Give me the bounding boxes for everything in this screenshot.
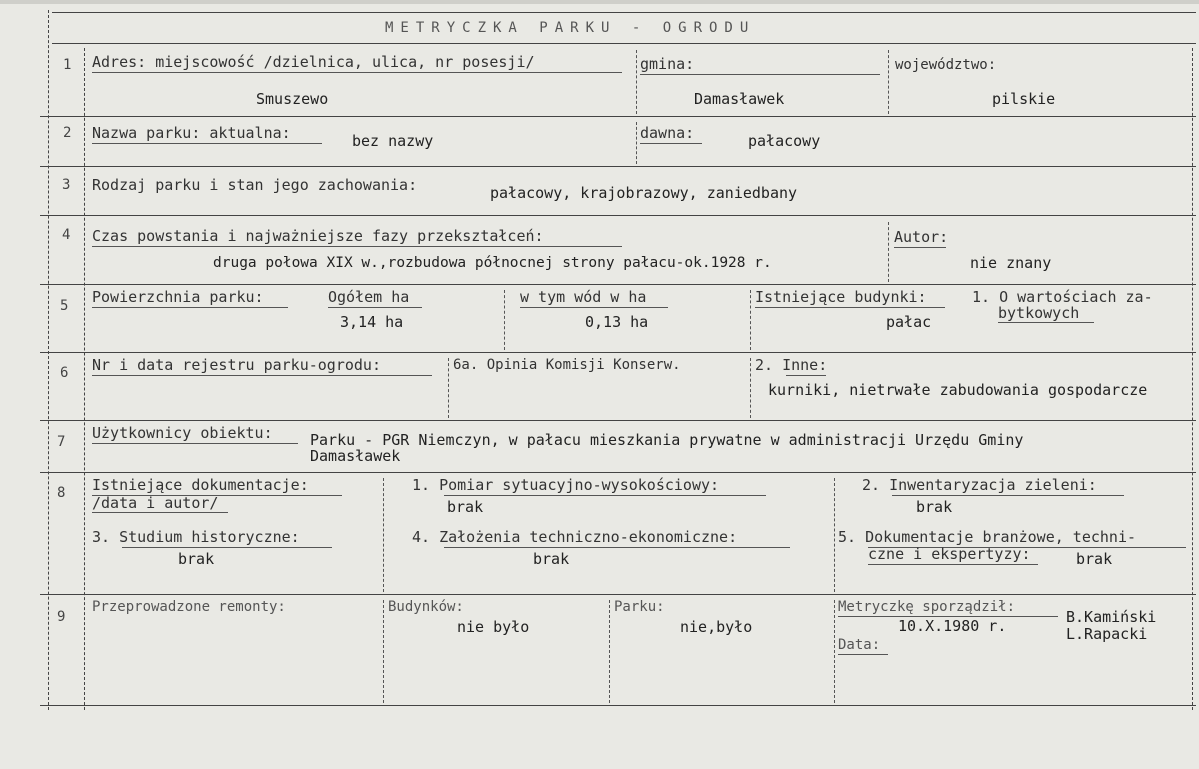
buildings-underline xyxy=(755,307,945,308)
buildings-sub1: 1. O wartościach za- xyxy=(972,288,1153,306)
author-underline xyxy=(894,247,946,248)
number-column-line xyxy=(84,48,85,710)
col-line-r1b xyxy=(888,50,889,114)
rule-title-bottom xyxy=(52,43,1196,44)
former-name-underline xyxy=(640,143,702,144)
locality-value: Smuszewo xyxy=(256,90,329,108)
col-line-r6b xyxy=(750,358,751,418)
area-total-value: 3,14 ha xyxy=(340,313,404,331)
rule-row9 xyxy=(40,705,1196,706)
buildings-repair-value: nie było xyxy=(457,618,530,636)
buildings-value: pałac xyxy=(886,313,932,331)
rule-row5 xyxy=(40,352,1196,353)
date-underline xyxy=(838,654,888,655)
col-line-r4 xyxy=(888,222,889,282)
prepared-name2: L.Rapacki xyxy=(1066,625,1148,643)
former-name-label: dawna: xyxy=(640,124,695,142)
park-name-underline xyxy=(92,143,322,144)
voivodeship-label: województwo: xyxy=(895,57,997,73)
area-total-underline xyxy=(328,307,422,308)
rule-row4 xyxy=(40,284,1196,285)
area-underline xyxy=(92,307,288,308)
gmina-underline xyxy=(640,74,880,75)
branch-docs-label2: czne i ekspertyzy: xyxy=(868,545,1031,563)
users-line2: Damasławek xyxy=(310,447,401,465)
author-label: Autor: xyxy=(894,228,949,246)
col-line-r5b xyxy=(750,290,751,350)
col-line-r2 xyxy=(636,122,637,164)
col-line-r9b xyxy=(609,600,610,703)
rule-row1 xyxy=(40,116,1196,117)
tech-econ-underline xyxy=(444,547,790,548)
col-line-r6a xyxy=(448,358,449,418)
park-type-label: Rodzaj parku i stan jego zachowania: xyxy=(92,176,418,194)
park-repair-label: Parku: xyxy=(614,599,665,615)
col-line-r5a xyxy=(504,290,505,350)
docs-label: Istniejące dokumentacje: xyxy=(92,476,309,494)
voivodeship-value: pilskie xyxy=(992,90,1056,108)
row4-number: 4 xyxy=(62,227,71,243)
origin-value: druga połowa XIX w.,rozbudowa północnej strony pałacu-ok.1928 r. xyxy=(213,255,772,271)
register-underline xyxy=(92,375,432,376)
park-name-current: bez nazwy xyxy=(352,132,434,150)
former-name-value: pałacowy xyxy=(748,132,821,150)
other-underline xyxy=(786,375,826,376)
greenery-underline xyxy=(892,495,1124,496)
prepared-date: 10.X.1980 r. xyxy=(898,617,1007,635)
row8-number: 8 xyxy=(57,485,66,501)
row7-number: 7 xyxy=(57,434,66,450)
rule-row8 xyxy=(40,594,1196,595)
users-underline xyxy=(92,443,298,444)
left-margin-line xyxy=(48,10,49,710)
author-value: nie znany xyxy=(970,254,1052,272)
origin-label: Czas powstania i najważniejsze fazy przekształceń: xyxy=(92,227,544,245)
col-line-r8a xyxy=(383,478,384,592)
area-total-label: Ogółem ha xyxy=(328,288,410,306)
buildings-repair-label: Budynków: xyxy=(388,599,464,615)
other-label: 2. Inne: xyxy=(755,356,828,374)
origin-underline xyxy=(92,246,622,247)
rule-row7 xyxy=(40,472,1196,473)
survey-value: brak xyxy=(447,498,484,516)
prepared-name1: B.Kamiński xyxy=(1066,608,1157,626)
opinion-label: 6a. Opinia Komisji Konserw. xyxy=(453,357,681,373)
branch-docs-underline2 xyxy=(868,564,1038,565)
address-underline xyxy=(92,72,622,73)
branch-docs-value: brak xyxy=(1076,550,1113,568)
row3-number: 3 xyxy=(62,177,71,193)
water-area-value: 0,13 ha xyxy=(585,313,649,331)
branch-docs-label1: 5. Dokumentacje branżowe, techni- xyxy=(838,528,1137,546)
date-label: Data: xyxy=(838,637,881,653)
repairs-label: Przeprowadzone remonty: xyxy=(92,599,286,615)
water-area-label: w tym wód w ha xyxy=(520,288,647,306)
docs-sublabel: /data i autor/ xyxy=(92,494,219,512)
col-line-r1a xyxy=(636,50,637,114)
water-area-underline xyxy=(520,307,668,308)
users-line1: Parku - PGR Niemczyn, w pałacu mieszkania prywatne w administracji Urzędu Gminy xyxy=(310,431,1024,449)
address-label: Adres: miejscowość /dzielnica, ulica, nr posesji/ xyxy=(92,53,535,71)
history-underline xyxy=(122,547,332,548)
tech-econ-label: 4. Założenia techniczno-ekonomiczne: xyxy=(412,528,738,546)
docs-sub-underline xyxy=(92,512,228,513)
survey-underline xyxy=(444,495,766,496)
area-label: Powierzchnia parku: xyxy=(92,288,264,306)
history-label: 3. Studium historyczne: xyxy=(92,528,300,546)
survey-label: 1. Pomiar sytuacyjno-wysokościowy: xyxy=(412,476,720,494)
park-type-value: pałacowy, krajobrazowy, zaniedbany xyxy=(490,184,798,202)
register-label: Nr i data rejestru parku-ogrodu: xyxy=(92,356,381,374)
history-value: brak xyxy=(178,550,215,568)
buildings-sub-underline xyxy=(998,322,1094,323)
row1-number: 1 xyxy=(63,57,72,73)
rule-row2 xyxy=(40,166,1196,167)
document-title: METRYCZKA PARKU - OGRODU xyxy=(385,20,756,36)
col-line-r8b xyxy=(834,478,835,592)
col-line-r9a xyxy=(383,600,384,703)
park-name-label: Nazwa parku: aktualna: xyxy=(92,124,291,142)
row5-number: 5 xyxy=(60,298,69,314)
users-label: Użytkownicy obiektu: xyxy=(92,424,273,442)
tech-econ-value: brak xyxy=(533,550,570,568)
greenery-value: brak xyxy=(916,498,953,516)
gmina-label: gmina: xyxy=(640,55,695,73)
gmina-value: Damasławek xyxy=(694,90,785,108)
col-line-r9c xyxy=(834,600,835,703)
buildings-label: Istniejące budynki: xyxy=(755,288,927,306)
other-value: kurniki, nietrwałe zabudowania gospodarcze xyxy=(768,381,1148,399)
prepared-by-label: Metryczkę sporządził: xyxy=(838,599,1016,615)
greenery-label: 2. Inwentaryzacja zieleni: xyxy=(862,476,1097,494)
row6-number: 6 xyxy=(60,365,69,381)
buildings-sub2: bytkowych xyxy=(998,304,1080,322)
rule-row3 xyxy=(40,215,1196,216)
right-margin-line xyxy=(1192,48,1193,710)
rule-top xyxy=(52,12,1196,13)
row2-number: 2 xyxy=(63,125,72,141)
park-repair-value: nie,było xyxy=(680,618,753,636)
rule-row6 xyxy=(40,420,1196,421)
top-edge xyxy=(0,0,1199,4)
row9-number: 9 xyxy=(57,609,66,625)
